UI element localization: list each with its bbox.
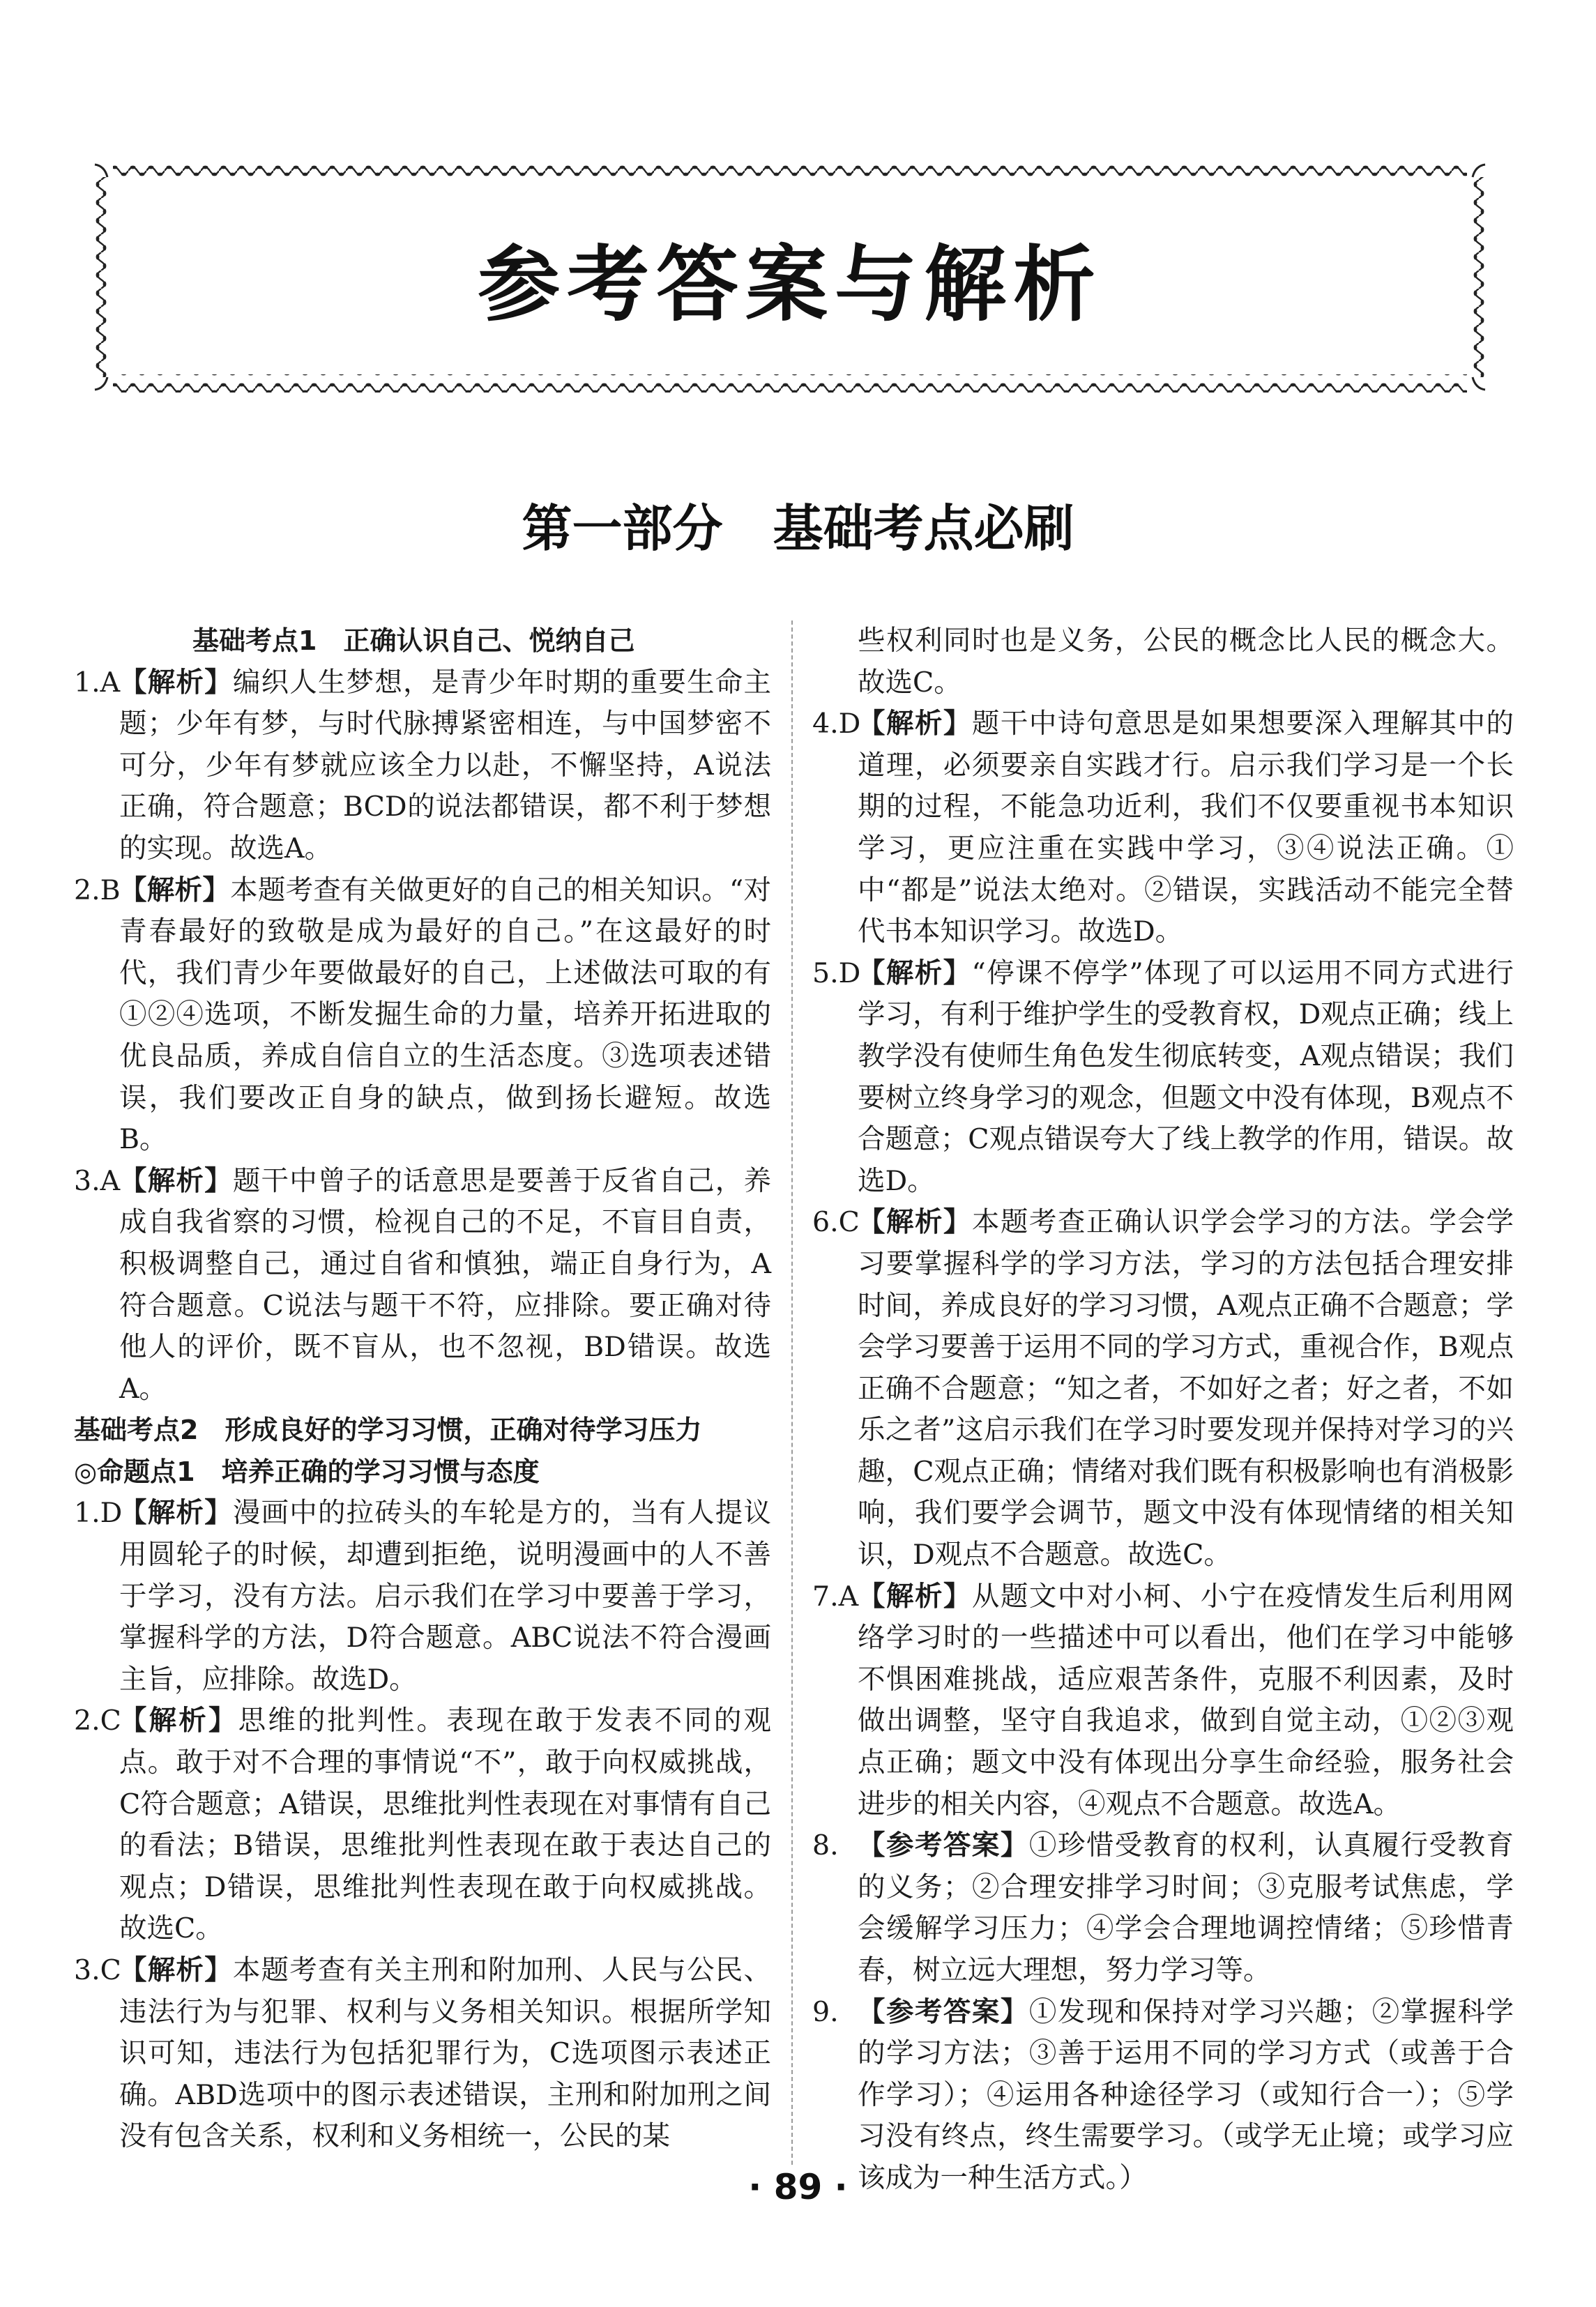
answer-item (74, 1493, 771, 1700)
answer-text: 题干中曾子的话意思是要善于反省自己，养成自我省察的习惯，检视自己的不足，不盲目自责，积极调整自己，通过自省和慎独，端正自身行为，A符合题意。C说法与题干不符，应排除。要正确对待他人的评价，既不盲从，也不忽视，BD错误。故选A。 (119, 1164, 772, 1405)
answer-text: 题干中诗句意思是如果想要深入理解其中的道理，必须要亲自实践才行。启示我们学习是一个长期的过程，不能急功近利，我们不仅要重视书本知识学习，更应注重在实践中学习，③④说法正确。①中“都是”说法太绝对。②错误，实践活动不能完全替代书本知识学习。故选D。 (858, 708, 1514, 948)
answer-number: 7.A (812, 1580, 859, 1613)
answer-text: “停课不停学”体现了可以运用不同方式进行学习，有利于维护学生的受教育权，D观点正确；线上教学没有使师生角色发生彻底转变，A观点错误；我们要树立终身学习的观念，但题文中没有体现，B观点不合题意；C观点错误夸大了线上教学的作用，错误。故选D。 (858, 957, 1514, 1197)
section-heading: 基础考点2 形成良好的学习习惯，正确对待学习压力 (74, 1415, 702, 1446)
analysis-tag: 【解析】 (119, 1497, 233, 1530)
answer-text: 漫画中的拉砖头的车轮是方的，当有人提议用圆轮子的时候，却遭到拒绝，说明漫画中的人不善于学习，没有方法。启示我们在学习中要善于学习，掌握科学的方法，D符合题意。ABC说法不符合漫画主旨，应排除。故选D。 (119, 1497, 772, 1696)
section-heading: 基础考点1 正确认识自己、悦纳自己 (192, 625, 635, 656)
answer-item (74, 662, 771, 870)
answer-text: 本题考查有关做更好的自己的相关知识。“对青春最好的致敬是成为最好的自己。”在这最好的时代，我们青少年要做最好的自己，上述做法可取的有①②④选项，不断发掘生命的力量，培养开拓进取的优良品质，养成自信自立的生活态度。③选项表述错误，我们要改正自身的缺点，做到扬长避短。故选B。 (119, 874, 772, 1156)
analysis-tag: 【解析】 (119, 666, 233, 699)
analysis-tag: 【解析】 (119, 1164, 233, 1197)
analysis-tag: 【解析】 (858, 1580, 972, 1613)
analysis-tag: 【解析】 (119, 874, 231, 906)
reference-answer-tag: 【参考答案】 (858, 1829, 1029, 1862)
right-column (812, 620, 1514, 2200)
answer-item (74, 1161, 771, 1410)
part-title: 第一部分 基础考点必刷 (522, 499, 1074, 558)
analysis-tag: 【解析】 (119, 1705, 238, 1737)
answer-text: 编织人生梦想，是青少年时期的重要生命主题；少年有梦，与时代脉搏紧密相连，与中国梦密不可分，少年有梦就应该全力以赴，不懈坚持，A说法正确，符合题意；BCD的说法都错误，都不利于梦想的实现。故选A。 (119, 666, 772, 865)
column-divider (791, 620, 793, 2165)
analysis-tag: 【解析】 (858, 1206, 972, 1239)
answer-number: 1.A (74, 666, 121, 699)
answer-item (812, 1202, 1514, 1576)
answer-text: 思维的批判性。表现在敢于发表不同的观点。敢于对不合理的事情说“不”，敢于向权威挑战，C符合题意；A错误，思维批判性表现在对事情有自己的看法；B错误，思维批判性表现在敢于表达自己的观点；D错误，思维批判性表现在敢于向权威挑战。故选C。 (119, 1705, 772, 1945)
continued-text: 些权利同时也是义务，公民的概念比人民的概念大。故选C。 (858, 625, 1514, 699)
answer-number: 4.D (812, 708, 861, 740)
answer-item (812, 1825, 1514, 1991)
answer-item (74, 870, 771, 1161)
answer-number: 5.D (812, 957, 861, 989)
left-column (74, 620, 771, 2158)
answer-text: 本题考查有关主刑和附加刑、人民与公民、违法行为与犯罪、权利与义务相关知识。根据所学知识可知，违法行为包括犯罪行为，C选项图示表述正确。ABD选项中的图示表述错误，主刑和附加刑之间没有包含关系，权利和义务相统一，公民的某 (119, 1954, 772, 2153)
answer-number: 8. (812, 1829, 839, 1862)
answer-item (74, 1700, 771, 1950)
answer-text: ①珍惜受教育的权利，认真履行受教育的义务；②合理安排学习时间；③克服考试焦虑，学会缓解学习压力；④学会合理地调控情绪；⑤珍惜青春，树立远大理想，努力学习等。 (858, 1829, 1514, 1986)
answer-number: 3.A (74, 1164, 121, 1197)
answer-key-title: 参考答案与解析 (477, 236, 1102, 333)
answer-text: 从题文中对小柯、小宁在疫情发生后利用网络学习时的一些描述中可以看出，他们在学习中能够不惧困难挑战，适应艰苦条件，克服不利因素，及时做出调整，坚守自我追求，做到自觉主动，①②③观点正确；题文中没有体现出分享生命经验，服务社会进步的相关内容，④观点不合题意。故选A。 (858, 1580, 1514, 1820)
answer-number: 9. (812, 1995, 839, 2028)
analysis-tag: 【解析】 (858, 957, 972, 989)
title-banner (92, 162, 1488, 393)
answer-item (812, 953, 1514, 1203)
answer-item (812, 1576, 1514, 1826)
answer-text: ①发现和保持对学习兴趣；②掌握科学的学习方法；③善于运用不同的学习方式（或善于合作学习）；④运用各种途径学习（或知行合一）；⑤学习没有终点，终生需要学习。（或学无止境；或学习应该成为一种生活方式。） (858, 1995, 1514, 2194)
answer-number: 1.D (74, 1497, 123, 1530)
subsection-heading: ◎命题点1 培养正确的学习习惯与态度 (74, 1456, 540, 1487)
page-number: · 89 · (748, 2167, 848, 2207)
answer-number: 2.C (74, 1705, 121, 1737)
analysis-tag: 【解析】 (858, 708, 972, 740)
reference-answer-tag: 【参考答案】 (858, 1995, 1029, 2028)
answer-number: 2.B (74, 874, 121, 906)
analysis-tag: 【解析】 (119, 1954, 233, 1986)
answer-number: 6.C (812, 1206, 860, 1239)
answer-item (74, 1950, 771, 2158)
answer-item (812, 703, 1514, 953)
answer-text: 本题考查正确认识学会学习的方法。学会学习要掌握科学的学习方法，学习的方法包括合理安排时间，养成良好的学习习惯，A观点正确不合题意；学会学习要善于运用不同的学习方式，重视合作，B观点正确不合题意；“知之者，不如好之者；好之者，不如乐之者”这启示我们在学习时要发现并保持对学习的兴趣，C观点正确；情绪对我们既有积极影响也有消极影响，我们要学会调节，题文中没有体现情绪的相关知识，D观点不合题意。故选C。 (858, 1206, 1514, 1571)
answer-number: 3.C (74, 1954, 121, 1986)
